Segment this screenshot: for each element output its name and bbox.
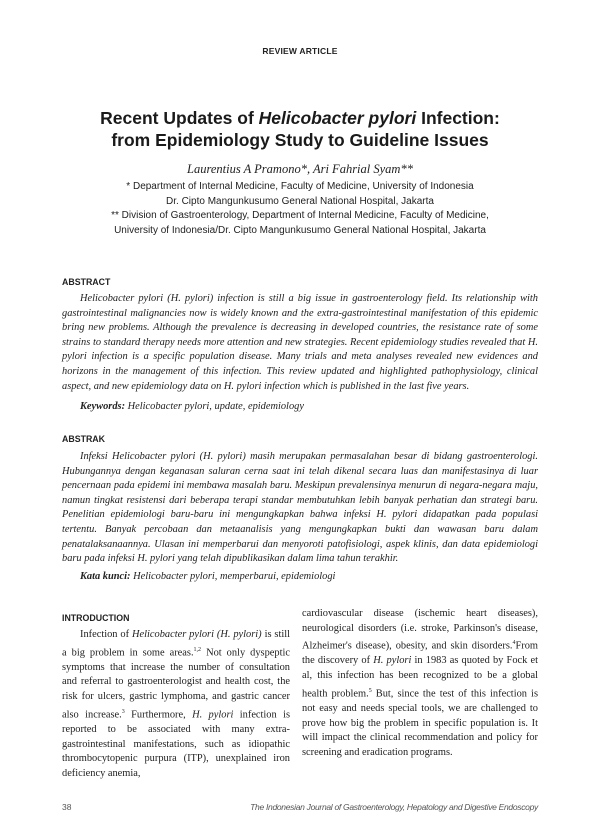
text-italic: H. pylori [373,655,412,667]
affiliation-line: Dr. Cipto Mangunkusumo General National Hospital, Jakarta [166,195,434,207]
title-part: Recent Updates of [100,108,259,128]
text: infection is reported to be associated with many extra-gastrointestinal manifestations, such as idiopathic thrombocytopenic purpura (ITP), unexplained iron deficiency anemia, [62,709,291,779]
article-title [60,107,540,151]
title-part: Infection: [416,108,500,128]
affiliation-line: ** Division of Gastroenterology, Department of Internal Medicine, Faculty of Medicine, [111,210,489,221]
affiliation-line: * Department of Internal Medicine, Faculty of Medicine, University of Indonesia [126,181,474,192]
abstrak-keywords [80,571,335,582]
text: Furthermore, [124,709,193,721]
page-number: 38 [62,802,72,812]
introduction-heading: INTRODUCTION [62,613,130,623]
kata-kunci-label: Kata kunci: [80,571,131,582]
keywords-value: Helicobacter pylori, update, epidemiology [127,401,304,412]
title-line-2: from Epidemiology Study to Guideline Issues [111,130,489,150]
abstract-heading: ABSTRACT [62,277,111,287]
abstrak-text: Infeksi Helicobacter pylori (H. pylori) masih merupakan permasalahan besar di bidang gastroenterologi. Hubungannya dengan keganasan saluran cerna saat ini telah dikenal secara luas dan manifestasinya di luar pencernaan pada epidemi ini membawa masalah baru. Meskipun prevalensinya menurun di negara-negara maju, namun tingkat resistensi dari beberapa terapi standar membutuhkan lebih banyak perhatian dan strategi baru. Penelitian epidemiologi baru-baru ini mengungkapkan bahwa infeksi H. pylori didapatkan pada populasi tertentu. Banyak percobaan dan metaanalisis yang mengungkapkan bukti dan wawasan baru dalam penatalaksanaannya. Ulasan ini memperbarui dan menyoroti patofisiologi, aspek klinis, dan data epidemiologi baru pada infeksi H. pylori yang telah dipublikasikan dalam lima tahun terakhir. [62,451,538,565]
text: cardiovascular disease (ischemic heart diseases), neurological disorders (i.e. stroke, Parkinson's disease, Alzheimer's disease), obesity, and skin disorders. [302,608,538,652]
authors: Laurentius A Pramono*, Ari Fahrial Syam** [187,162,413,176]
abstract-text: Helicobacter pylori (H. pylori) infection is still a big issue in gastroenterology field. Its relationship with gastrointestinal malignancies now is widely known and the extra-gastrointestinal manifestation of this epidemic bring new problems. Although the prevalence is decreasing in developed countries, the resistance rate of some strains to standard therapy needs more attention and new strategies. Recent epidemiology studies revealed that H. pylori infection is a specific population disease. Many trials and meta analyses revealed new evidences and horizons in the management of this infection. This review updated and highlighted pathophysiology, clinical aspect, and new epidemiology data on H. pylori infection which is published in the last five years. [62,293,538,392]
affiliations [60,180,540,238]
text: But, since the test of this infection is not easy and needs special tools, we are challenged to prove how big the problem in specific population is. It will impact the clinical recommendation and policy for screening and eradication programs. [302,688,538,758]
citation: 4 [512,640,516,647]
title-italic-part: Helicobacter pylori [258,108,417,128]
affiliation-line: University of Indonesia/Dr. Cipto Mangunkusumo General National Hospital, Jakarta [114,224,486,236]
text: is still a big problem in some areas. [62,629,291,659]
journal-name: The Indonesian Journal of Gastroenterology, Hepatology and Digestive Endoscopy [250,802,538,812]
abstrak-heading: ABSTRAK [62,434,106,444]
text-italic: Helicobacter pylori (H. pylori) [132,629,262,640]
article-type-label: REVIEW ARTICLE [262,46,338,56]
text: From the discovery of [302,640,538,667]
abstract-keywords [80,401,304,412]
text: in 1983 as quoted by Fock et al, this infection has been recognized to be a global health problem. [302,655,538,700]
introduction-paragraph-1 [62,628,290,782]
introduction-paragraph-2 [302,607,538,761]
text: Infection of [80,629,132,640]
citation: 1,2 [193,646,202,653]
citation: 5 [368,687,372,694]
text-italic: H. pylori [192,709,234,721]
kata-kunci-value: Helicobacter pylori, memperbarui, epidemiologi [133,571,336,582]
citation: 3 [121,708,125,715]
text: Not only dyspeptic symptoms that increase the number of consultation and referral to gastroenterologist and health cost, the risk for ulcers, gastric lymphoma, and gastric cancer also increase. [62,647,290,721]
keywords-label: Keywords: [80,401,126,412]
